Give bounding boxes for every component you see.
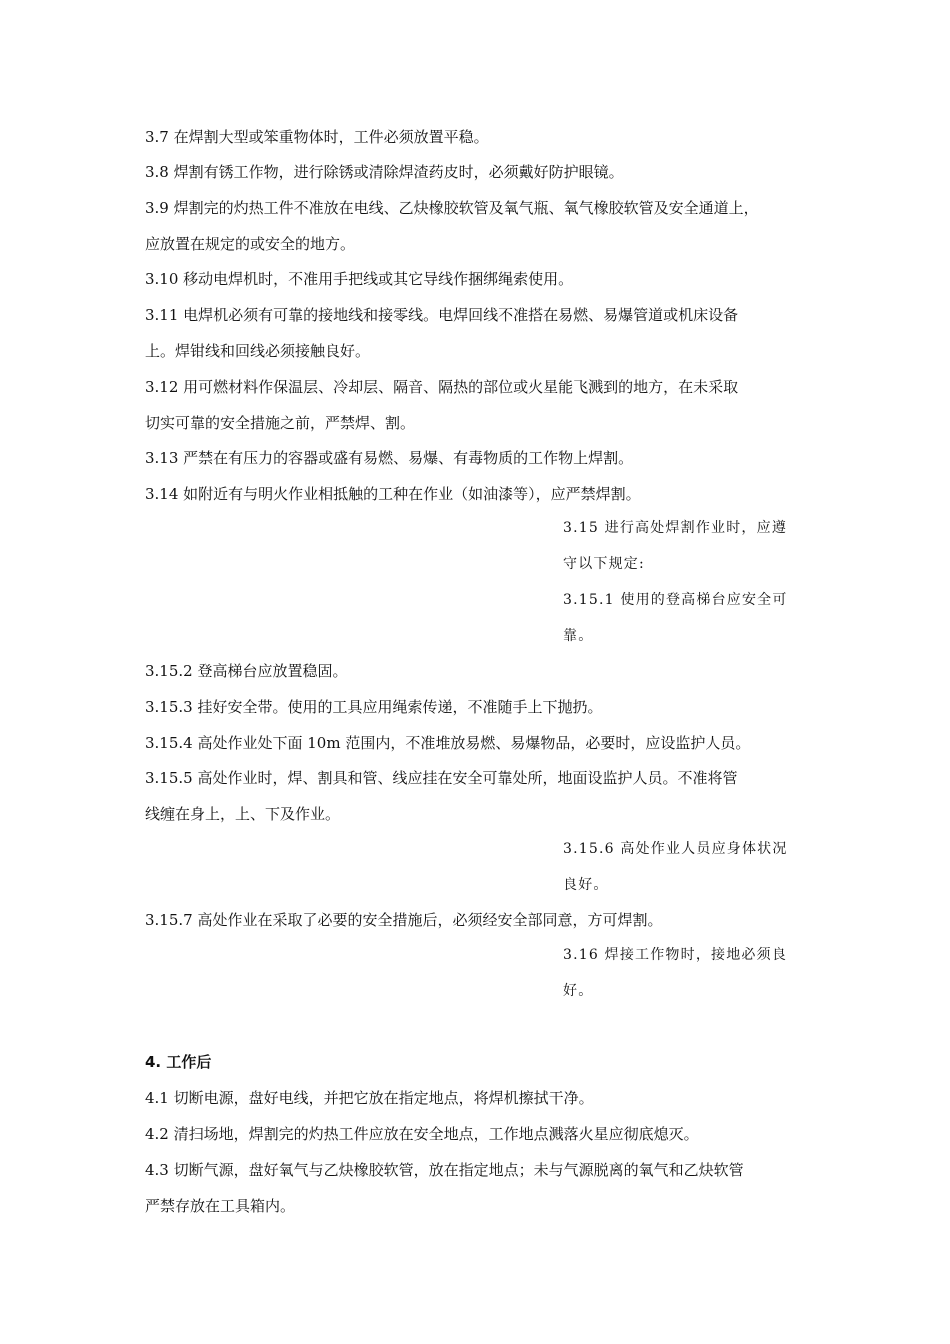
clause-3-15-5-line2: 线缠在身上，上、下及作业。 [145,805,341,823]
section-4-heading: 4. 工作后 [145,1053,212,1071]
clause-3-11-line2: 上。焊钳线和回线必须接触良好。 [145,342,371,360]
clause-4-3-line2: 严禁存放在工具箱内。 [145,1197,296,1215]
clause-4-1: 4.1 切断电源，盘好电线，并把它放在指定地点，将焊机擦拭干净。 [145,1089,594,1107]
clause-3-15-2: 3.15.2 登高梯台应放置稳固。 [145,662,348,680]
clause-3-16-line2: 好。 [563,983,594,999]
clause-4-2: 4.2 清扫场地，焊割完的灼热工件应放在安全地点，工作地点溅落火星应彻底熄灭。 [145,1125,699,1143]
clause-3-7: 3.7 在焊割大型或笨重物体时，工件必须放置平稳。 [145,128,489,146]
clause-3-15-7: 3.15.7 高处作业在采取了必要的安全措施后，必须经安全部同意，方可焊割。 [145,911,663,929]
clause-3-15-line2: 守以下规定: [563,556,645,572]
clause-3-15-3: 3.15.3 挂好安全带。使用的工具应用绳索传递，不准随手上下抛扔。 [145,698,603,716]
clause-3-12-line1: 3.12 用可燃材料作保温层、冷却层、隔音、隔热的部位或火星能飞溅到的地方，在未采取 [145,378,739,396]
clause-3-15-1-line2: 靠。 [563,628,594,644]
clause-3-12-line2: 切实可靠的安全措施之前，严禁焊、割。 [145,414,416,432]
clause-3-16-line1: 3.16 焊接工作物时，接地必须良 [563,947,788,963]
clause-3-10: 3.10 移动电焊机时，不准用手把线或其它导线作捆绑绳索使用。 [145,270,574,288]
clause-3-15-1-line1: 3.15.1 使用的登高梯台应安全可 [563,592,788,608]
clause-3-15-6-line2: 良好。 [563,877,609,893]
clause-3-11-line1: 3.11 电焊机必须有可靠的接地线和接零线。电焊回线不准搭在易燃、易爆管道或机床设备 [145,306,739,324]
clause-3-9-line2: 应放置在规定的或安全的地方。 [145,235,356,253]
clause-3-9-line1: 3.9 焊割完的灼热工件不准放在电线、乙炔橡胶软管及氧气瓶、氧气橡胶软管及安全通道上， [145,199,759,217]
clause-3-15-line1: 3.15 进行高处焊割作业时，应遵 [563,520,788,536]
clause-3-15-5-line1: 3.15.5 高处作业时，焊、割具和管、线应挂在安全可靠处所，地面设监护人员。不准将管 [145,769,738,787]
clause-3-15-6-line1: 3.15.6 高处作业人员应身体状况 [563,841,788,857]
clause-3-15-4: 3.15.4 高处作业处下面 10m 范围内，不准堆放易燃、易爆物品，必要时，应设监护人员。 [145,734,751,752]
clause-3-13: 3.13 严禁在有压力的容器或盛有易燃、易爆、有毒物质的工作物上焊割。 [145,449,634,467]
clause-3-8: 3.8 焊割有锈工作物，进行除锈或清除焊渣药皮时，必须戴好防护眼镜。 [145,163,624,181]
clause-4-3-line1: 4.3 切断气源，盘好氧气与乙炔橡胶软管，放在指定地点；未与气源脱离的氧气和乙炔软管 [145,1161,744,1179]
clause-3-14: 3.14 如附近有与明火作业相抵触的工种在作业（如油漆等），应严禁焊割。 [145,485,641,503]
